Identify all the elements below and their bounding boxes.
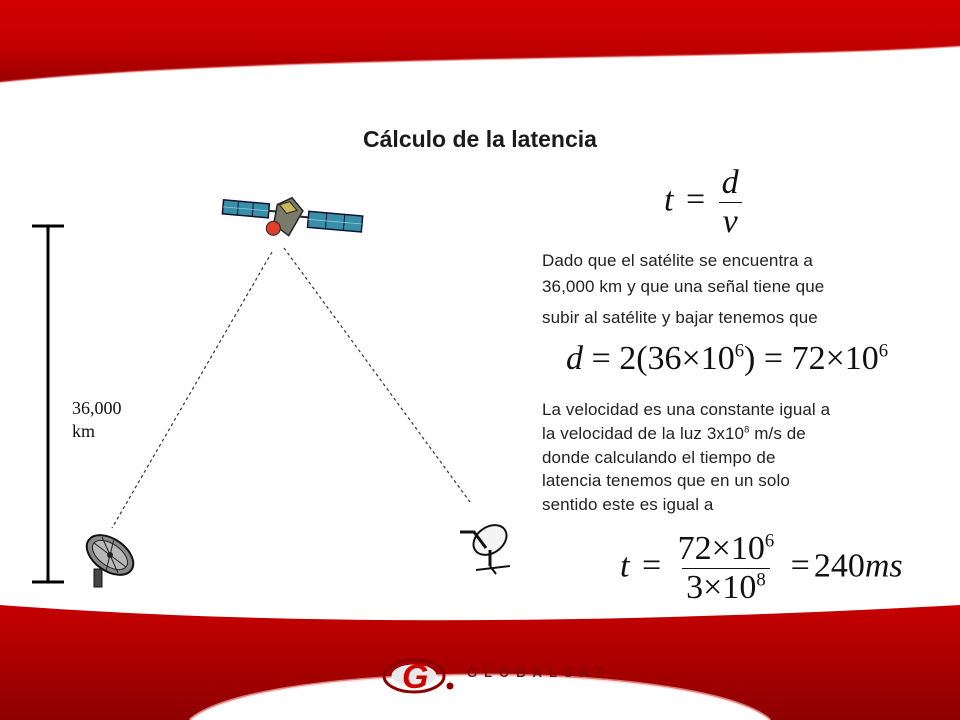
brand-letter: G — [402, 658, 429, 696]
formula-latency: t = $\frac{72\times 10^6}{3\times 10^8}$ = 240ms — [620, 530, 903, 606]
paragraph2-line1: La velocidad es una constante igual a — [542, 400, 831, 419]
uplink-path — [112, 252, 272, 528]
paragraph1-line2: 36,000 km y que una señal tiene que — [542, 276, 825, 296]
distance-lhs: d — [566, 340, 583, 377]
paragraph1-line3: subir al satélite y bajar tenemos que — [542, 308, 818, 327]
distance-result-power-base: 10 — [844, 340, 879, 377]
paragraph2-line4: latencia tenemos que en un solo — [542, 471, 790, 491]
distance-result-exponent: 6 — [878, 340, 889, 362]
globalsat-logo-icon — [380, 652, 460, 698]
downlink-path — [284, 248, 470, 502]
distance-inner-exponent: 6 — [734, 340, 745, 362]
distance-result-base: 72 — [791, 340, 826, 377]
distance-inner-base: 36 — [647, 340, 682, 377]
formula-denominator: v — [719, 202, 742, 241]
page-title: Cálculo de la latencia — [363, 126, 597, 152]
ground-dish-antenna-icon — [80, 525, 140, 590]
signal-paths — [100, 240, 480, 540]
height-bracket — [28, 222, 68, 587]
satellite-icon — [218, 196, 368, 246]
distance-unit: km — [72, 421, 96, 442]
header-band — [0, 0, 960, 90]
paragraph2-line3: donde calculando el tiempo de — [542, 447, 776, 467]
distance-factor: 2 — [619, 340, 637, 377]
paragraph2-line5: sentido este es igual a — [542, 495, 714, 515]
paragraph-distance — [542, 248, 942, 331]
paragraph-velocity — [542, 398, 942, 517]
distance-value: 36,000 — [72, 398, 122, 418]
distance-inner-power-base: 10 — [700, 340, 735, 377]
brand-name: GLOBALSAT — [467, 665, 610, 680]
formula-numerator: d — [721, 164, 739, 201]
formula-lhs: t — [664, 181, 674, 219]
latency-numerator: $72\times 10^6$ — [677, 530, 775, 567]
latency-denominator: $3\times 10^8$ — [682, 568, 770, 607]
formula-distance: $d = 2(36\times 10^6) = 72\times 10^6$ — [566, 340, 889, 377]
paragraph2-line2: la velocidad de la luz $3x10^8$ m/s de — [542, 423, 806, 443]
footer-band — [0, 600, 960, 720]
home-dish-icon — [456, 518, 516, 578]
light-speed-exponent: 8 — [744, 424, 750, 435]
paragraph1-line1: Dado que el satélite se encuentra a — [542, 251, 813, 270]
latency-result: 240 — [813, 547, 865, 585]
latency-unit: ms — [864, 547, 903, 585]
formula-speed: t = $\frac{d}{v}$ — [664, 164, 743, 241]
latency-lhs: t — [620, 547, 630, 585]
